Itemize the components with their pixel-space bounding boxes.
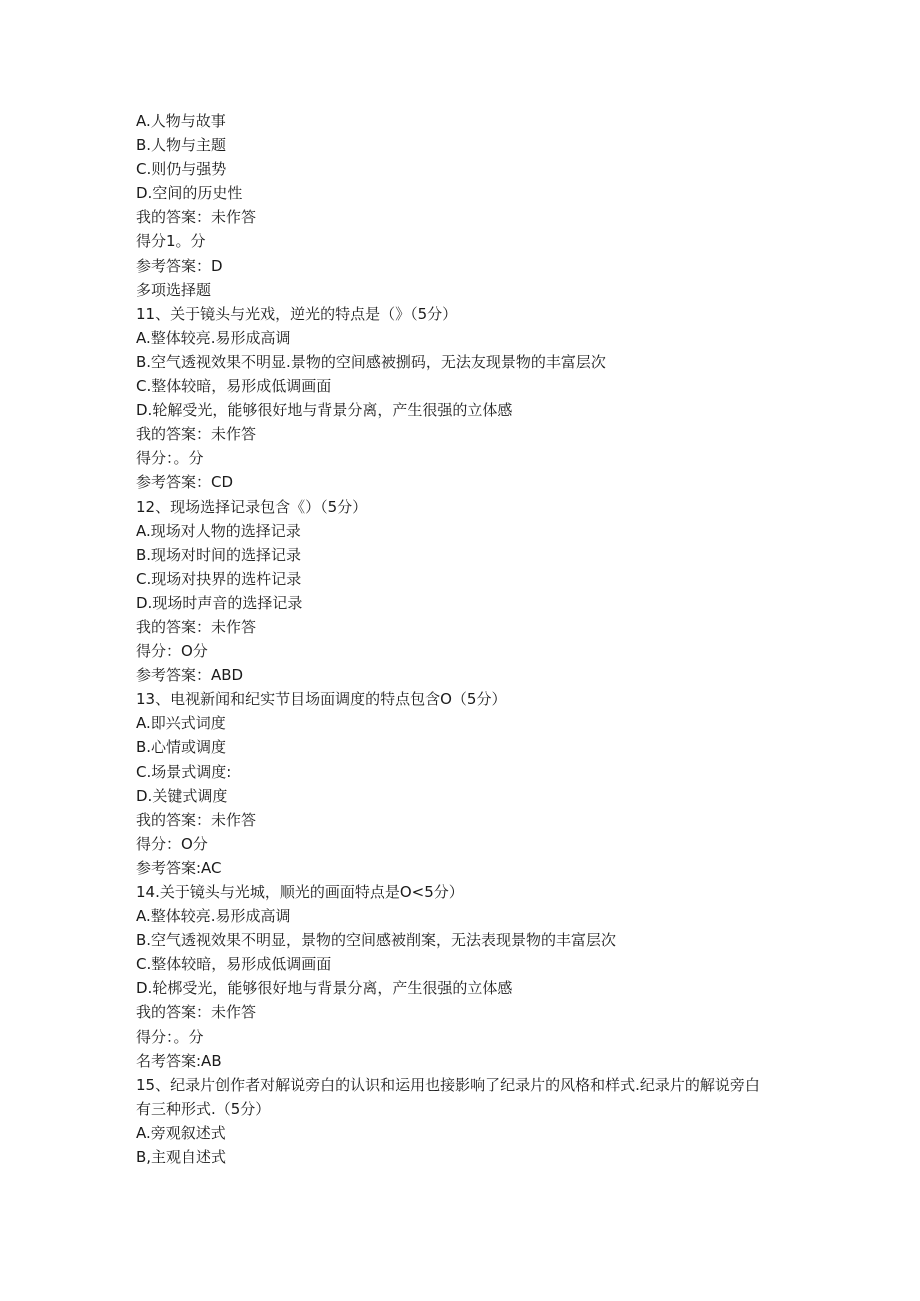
option-d-q12: D.现场时声音的选择记录 (136, 593, 303, 612)
reference-answer-q13: 参考答案:AC (136, 858, 222, 877)
option-b-q11: B.空气透视效果不明显.景物的空间感被捌码，无法友现景物的丰富层次 (136, 352, 606, 371)
question-15-line-1: 15、纪录片创作者对解说旁白的认识和运用也接影响了纪录片的风格和样式.纪录片的解说旁白 (136, 1075, 760, 1094)
option-a-q12: A.现场对人物的选择记录 (136, 521, 301, 540)
option-c-q10: C.则仍与强势 (136, 160, 227, 179)
reference-answer-q12: 参考答案：ABD (136, 666, 244, 685)
option-d-q13: D.关键式调度 (136, 786, 228, 805)
section-heading-multiple-choice: 多项选择题 (136, 280, 212, 299)
option-c-q11: C.整体较暗，易形成低调画面 (136, 377, 332, 396)
document-body (136, 109, 816, 1169)
option-d-q10: D.空间的历史性 (136, 184, 243, 203)
question-13: 13、电视新闻和纪实节目场面调度的特点包含O（5分） (136, 690, 507, 709)
question-12: 12、现场选择记录包含《）（5分） (136, 497, 368, 516)
reference-answer-q14: 名考答案:AB (136, 1051, 222, 1070)
my-answer-q10: 我的答案：未作答 (136, 208, 257, 227)
option-b-q13: B.心情或调度 (136, 738, 227, 757)
option-b-q12: B.现场对时间的选择记录 (136, 545, 302, 564)
score-q14: 得分：。分 (136, 1027, 204, 1046)
option-b-q15: B,主观自述式 (136, 1148, 227, 1167)
option-a-q14: A.整体较亮.易形成高调 (136, 907, 291, 926)
option-c-q14: C.整体较暗，易形成低调画面 (136, 955, 332, 974)
question-14: 14.关于镜头与光城，顺光的画面特点是O<5分） (136, 883, 464, 901)
option-a-q13: A.即兴式词度 (136, 714, 226, 733)
option-a-q10: A.人物与故事 (136, 112, 226, 130)
option-a-q11: A.整体较亮.易形成高调 (136, 328, 291, 347)
option-c-q13: C.场景式调度: (136, 762, 232, 781)
my-answer-q11: 我的答案：未作答 (136, 425, 257, 444)
option-b-q10: B.人物与主题 (136, 136, 227, 155)
option-c-q12: C.现场对抉界的选杵记录 (136, 569, 302, 588)
score-q10: 得分1。分 (136, 232, 206, 251)
reference-answer-q10: 参考答案：D (136, 256, 223, 275)
option-d-q14: D.轮梆受光，能够很好地与背景分离，产生很强的立体感 (136, 979, 513, 998)
option-a-q15: A.旁观叙述式 (136, 1123, 226, 1142)
my-answer-q12: 我的答案：未作答 (136, 617, 257, 636)
score-q12: 得分：O分 (136, 642, 208, 661)
question-11: 11、关于镜头与光戏，逆光的特点是（》（5分） (136, 304, 458, 323)
option-b-q14: B.空气透视效果不明显，景物的空间感被削案，无法表现景物的丰富层次 (136, 931, 617, 950)
reference-answer-q11: 参考答案：CD (136, 473, 234, 492)
my-answer-q14: 我的答案：未作答 (136, 1003, 257, 1022)
score-q13: 得分：O分 (136, 834, 208, 853)
option-d-q11: D.轮解受光，能够很好地与背景分离，产生很强的立体感 (136, 401, 513, 420)
my-answer-q13: 我的答案：未作答 (136, 810, 257, 829)
score-q11: 得分：。分 (136, 449, 204, 468)
question-15-line-2: 有三种形式.（5分） (136, 1099, 271, 1118)
